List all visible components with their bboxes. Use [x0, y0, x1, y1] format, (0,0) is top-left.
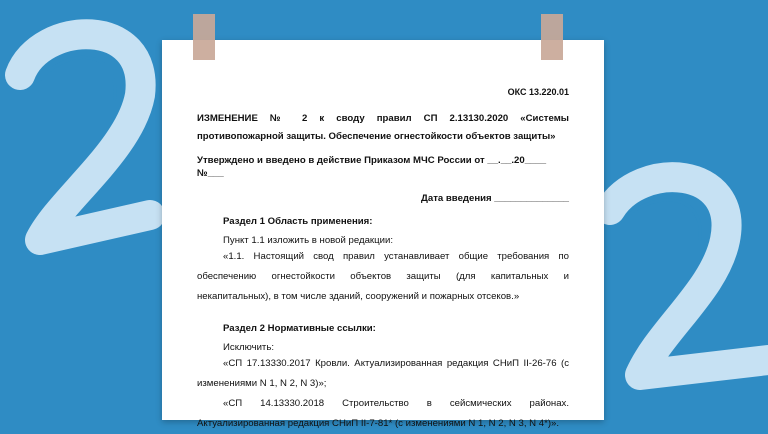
digit-two-left-hatch: [40, 57, 115, 100]
section-2-instruction: Исключить:: [223, 342, 274, 353]
approval-line: Утверждено и введено в действие Приказом МЧС России от __.__.20____ №___: [197, 155, 547, 179]
section-1-instruction: Пункт 1.1 изложить в новой редакции:: [223, 235, 393, 246]
digit-two-left: [20, 34, 150, 240]
digit-two-right-hatch: [628, 200, 700, 240]
section-1-text: «1.1. Настоящий свод правил устанавливает общие требования по обеспечению огнестойкости объектов защиты (для капитальных и некапитальных), в том числе зданий, сооружений и пожарных отсеков.»: [197, 251, 569, 302]
section-2-item: «СП 14.13330.2018 Строительство в сейсмических районах. Актуализированная редакция СНиП II-7-81* (с изменениями N 1, N 2, N 3, N 4*)».: [197, 398, 569, 429]
change-title: ИЗМЕНЕНИЕ № 2 к своду правил СП 2.13130.2020 «Системы противопожарной защиты. Обеспечение огнестойкости объектов защиты»: [197, 113, 569, 142]
document-text: [197, 86, 569, 434]
section-2-item: «СП 17.13330.2017 Кровли. Актуализированная редакция СНиП II-26-76 (с изменениями N 1, N 2, N 3)»;: [197, 358, 569, 389]
tape-left: [193, 14, 215, 60]
section-1-title: Раздел 1 Область применения:: [223, 216, 373, 227]
section-2-title: Раздел 2 Нормативные ссылки:: [223, 323, 376, 334]
tape-right: [541, 14, 563, 60]
oks-code: ОКС 13.220.01: [507, 87, 569, 97]
introduction-date: Дата введения ______________: [421, 193, 569, 204]
